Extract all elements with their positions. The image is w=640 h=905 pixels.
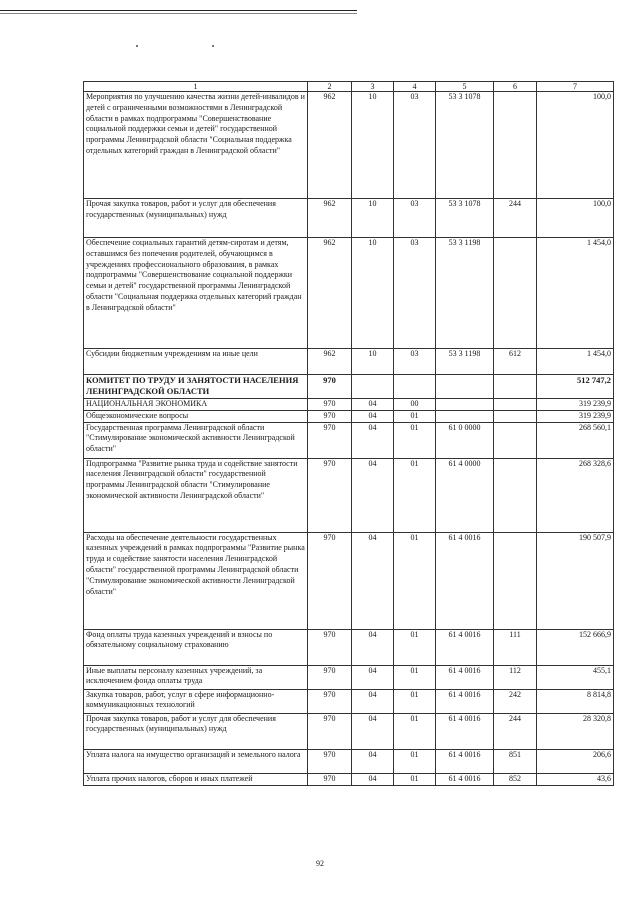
row-code-target: 61 4 0016: [436, 665, 494, 689]
row-name: КОМИТЕТ ПО ТРУДУ И ЗАНЯТОСТИ НАСЕЛЕНИЯ ЛЕНИНГРАДСКОЙ ОБЛАСТИ: [84, 375, 308, 399]
row-code-ministry: 970: [308, 749, 352, 773]
row-name: Прочая закупка товаров, работ и услуг для обеспечения государственных (муниципальных) нужд: [84, 199, 308, 238]
row-code-expense-type: [494, 532, 537, 629]
row-amount: 1 454,0: [537, 349, 614, 375]
row-code-section: 04: [352, 629, 394, 665]
row-amount: 319 239,9: [537, 410, 614, 422]
row-amount: 190 507,9: [537, 532, 614, 629]
row-code-expense-type: [494, 92, 537, 199]
row-code-section: 10: [352, 349, 394, 375]
row-name: Подпрограмма "Развитие рынка труда и содействие занятости населения Ленинградской области" государственной программы Ленинградской области "Стимулирование экономической активности Ленинградской области": [84, 458, 308, 532]
row-code-expense-type: [494, 458, 537, 532]
top-rule-secondary: [0, 13, 357, 14]
row-code-expense-type: 244: [494, 713, 537, 749]
top-rule: [0, 10, 357, 11]
row-code-section: 04: [352, 532, 394, 629]
row-code-subsection: 01: [394, 629, 436, 665]
row-code-ministry: 970: [308, 458, 352, 532]
row-code-target: [436, 375, 494, 399]
row-code-target: [436, 399, 494, 411]
row-code-expense-type: [494, 422, 537, 458]
row-code-ministry: 970: [308, 629, 352, 665]
table-row: [84, 689, 614, 713]
row-name: Субсидии бюджетным учреждениям на иные цели: [84, 349, 308, 375]
table-row: [84, 458, 614, 532]
row-amount: 152 666,9: [537, 629, 614, 665]
row-code-expense-type: 242: [494, 689, 537, 713]
row-code-subsection: 01: [394, 532, 436, 629]
row-code-target: 61 4 0016: [436, 749, 494, 773]
header-cell: 3: [352, 82, 394, 92]
row-code-expense-type: [494, 399, 537, 411]
row-code-ministry: 970: [308, 375, 352, 399]
row-code-section: 04: [352, 422, 394, 458]
row-code-target: 53 3 1078: [436, 199, 494, 238]
row-code-section: 04: [352, 749, 394, 773]
table-row: [84, 713, 614, 749]
row-code-ministry: 970: [308, 689, 352, 713]
row-amount: 319 239,9: [537, 399, 614, 411]
row-name: Уплата прочих налогов, сборов и иных платежей: [84, 773, 308, 785]
row-code-section: 04: [352, 689, 394, 713]
row-amount: 8 814,8: [537, 689, 614, 713]
row-code-section: 04: [352, 773, 394, 785]
row-code-target: 53 3 1078: [436, 92, 494, 199]
row-amount: 268 328,6: [537, 458, 614, 532]
row-code-subsection: 01: [394, 422, 436, 458]
row-code-subsection: 03: [394, 238, 436, 349]
row-code-subsection: 03: [394, 349, 436, 375]
row-code-target: 61 4 0016: [436, 713, 494, 749]
row-name: Мероприятия по улучшению качества жизни детей-инвалидов и детей с ограниченными возможностями в Ленинградской области в рамках подпрограммы "Совершенствование социальной поддержки семьи и детей" государственной программы Ленинградской области "Социальная поддержка отдельных категорий граждан в Ленинградской области": [84, 92, 308, 199]
row-amount: 206,6: [537, 749, 614, 773]
row-code-subsection: 01: [394, 410, 436, 422]
table-row: [84, 92, 614, 199]
row-code-section: 10: [352, 92, 394, 199]
table-row: [84, 199, 614, 238]
row-amount: 43,6: [537, 773, 614, 785]
row-code-section: 10: [352, 199, 394, 238]
row-code-expense-type: 111: [494, 629, 537, 665]
row-code-expense-type: [494, 410, 537, 422]
row-code-subsection: 01: [394, 749, 436, 773]
row-code-target: 61 4 0016: [436, 532, 494, 629]
row-code-target: 53 3 1198: [436, 238, 494, 349]
row-code-expense-type: 112: [494, 665, 537, 689]
row-name: Прочая закупка товаров, работ и услуг для обеспечения государственных (муниципальных) нужд: [84, 713, 308, 749]
table-row: [84, 532, 614, 629]
row-code-ministry: 970: [308, 665, 352, 689]
row-name: Государственная программа Ленинградской области "Стимулирование экономической активности Ленинградской области": [84, 422, 308, 458]
row-code-ministry: 970: [308, 422, 352, 458]
table-row: [84, 665, 614, 689]
row-code-section: 04: [352, 665, 394, 689]
row-code-ministry: 970: [308, 410, 352, 422]
header-cell: 6: [494, 82, 537, 92]
row-code-subsection: 01: [394, 689, 436, 713]
table-row: [84, 238, 614, 349]
row-code-expense-type: 612: [494, 349, 537, 375]
row-code-section: [352, 375, 394, 399]
row-code-target: 61 0 0000: [436, 422, 494, 458]
row-code-subsection: 00: [394, 399, 436, 411]
table-row: [84, 349, 614, 375]
row-code-target: 61 4 0000: [436, 458, 494, 532]
table-row: [84, 410, 614, 422]
row-name: НАЦИОНАЛЬНАЯ ЭКОНОМИКА: [84, 399, 308, 411]
row-code-target: 61 4 0016: [436, 773, 494, 785]
row-code-section: 04: [352, 458, 394, 532]
row-amount: 512 747,2: [537, 375, 614, 399]
header-cell: 5: [436, 82, 494, 92]
row-code-subsection: [394, 375, 436, 399]
row-code-ministry: 970: [308, 773, 352, 785]
row-amount: 100,0: [537, 199, 614, 238]
row-code-subsection: 03: [394, 92, 436, 199]
row-code-subsection: 01: [394, 713, 436, 749]
table-row: [84, 773, 614, 785]
row-name: Расходы на обеспечение деятельности государственных казенных учреждений в рамках подпрограммы "Развитие рынка труда и содействие занятости населения Ленинградской области" государственной программы Ленинградской области "Стимулирование экономической активности Ленинградской области": [84, 532, 308, 629]
table-row: [84, 422, 614, 458]
row-code-ministry: 970: [308, 532, 352, 629]
row-code-expense-type: [494, 238, 537, 349]
row-code-expense-type: 244: [494, 199, 537, 238]
row-amount: 455,1: [537, 665, 614, 689]
row-code-subsection: 01: [394, 665, 436, 689]
row-code-target: 61 4 0016: [436, 629, 494, 665]
row-code-target: 53 3 1198: [436, 349, 494, 375]
row-code-target: [436, 410, 494, 422]
table-row: [84, 629, 614, 665]
row-name: Уплата налога на имущество организаций и земельного налога: [84, 749, 308, 773]
table-row: [84, 375, 614, 399]
row-code-subsection: 03: [394, 199, 436, 238]
row-amount: 1 454,0: [537, 238, 614, 349]
budget-table: [83, 81, 614, 786]
row-code-expense-type: [494, 375, 537, 399]
row-code-subsection: 01: [394, 458, 436, 532]
row-name: Общеэкономические вопросы: [84, 410, 308, 422]
row-amount: 28 320,8: [537, 713, 614, 749]
table-row: [84, 399, 614, 411]
row-code-section: 04: [352, 410, 394, 422]
header-cell: 2: [308, 82, 352, 92]
scan-speck: [136, 45, 138, 47]
row-code-ministry: 962: [308, 199, 352, 238]
header-row: [84, 82, 614, 92]
header-cell: 1: [84, 82, 308, 92]
row-name: Фонд оплаты труда казенных учреждений и взносы по обязательному социальному страхованию: [84, 629, 308, 665]
row-name: Иные выплаты персоналу казенных учреждений, за исключением фонда оплаты труда: [84, 665, 308, 689]
scan-speck: [212, 45, 214, 47]
row-code-ministry: 962: [308, 349, 352, 375]
row-amount: 100,0: [537, 92, 614, 199]
row-code-subsection: 01: [394, 773, 436, 785]
row-code-ministry: 970: [308, 399, 352, 411]
row-code-section: 10: [352, 238, 394, 349]
table-row: [84, 749, 614, 773]
row-code-ministry: 962: [308, 92, 352, 199]
row-code-target: 61 4 0016: [436, 689, 494, 713]
row-code-ministry: 962: [308, 238, 352, 349]
header-cell: 7: [537, 82, 614, 92]
row-code-section: 04: [352, 399, 394, 411]
row-amount: 268 560,1: [537, 422, 614, 458]
row-name: Закупка товаров, работ, услуг в сфере информационно-коммуникационных технологий: [84, 689, 308, 713]
row-code-ministry: 970: [308, 713, 352, 749]
row-code-expense-type: 852: [494, 773, 537, 785]
row-code-expense-type: 851: [494, 749, 537, 773]
page-number: 92: [316, 859, 324, 868]
header-cell: 4: [394, 82, 436, 92]
row-name: Обеспечение социальных гарантий детям-сиротам и детям, оставшимся без попечения родителей, обучающимся в учреждениях профессионального образования, в рамках подпрограммы "Совершенствование социальной поддержки семьи и детей" государственной программы Ленинградской области "Социальная поддержка отдельных категорий граждан в Ленинградской области": [84, 238, 308, 349]
row-code-section: 04: [352, 713, 394, 749]
